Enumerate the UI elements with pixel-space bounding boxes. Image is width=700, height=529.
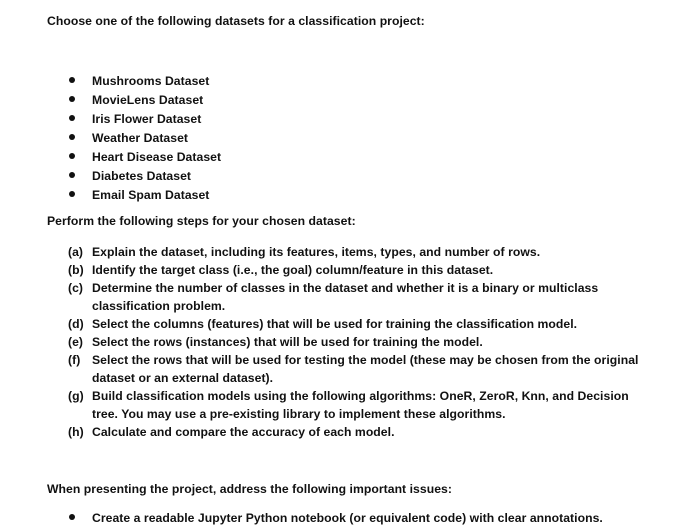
list-item bbox=[0, 333, 700, 351]
bullet-icon bbox=[69, 172, 75, 178]
list-item bbox=[0, 243, 700, 261]
step-marker: (f) bbox=[68, 353, 81, 367]
bullet-icon bbox=[69, 115, 75, 121]
step-marker: (e) bbox=[68, 335, 84, 349]
list-item bbox=[0, 73, 700, 92]
bullet-icon bbox=[69, 153, 75, 159]
step-text: Select the rows that will be used for testing the model (these may be chosen from the original dataset or an external dataset). bbox=[92, 353, 639, 385]
list-item bbox=[0, 423, 700, 441]
step-marker: (d) bbox=[68, 317, 84, 331]
step-marker: (h) bbox=[68, 425, 84, 439]
bullet-icon bbox=[69, 96, 75, 102]
step-marker: (g) bbox=[68, 389, 84, 403]
list-item bbox=[0, 279, 700, 315]
dataset-label: Email Spam Dataset bbox=[92, 188, 210, 202]
list-item bbox=[0, 149, 700, 168]
dataset-label: MovieLens Dataset bbox=[92, 93, 204, 107]
step-marker: (c) bbox=[68, 281, 84, 295]
dataset-list bbox=[0, 73, 700, 206]
dataset-label: Iris Flower Dataset bbox=[92, 112, 202, 126]
issue-label: Create a readable Jupyter Python notebook (or equivalent code) with clear annotations. bbox=[92, 511, 603, 525]
dataset-label: Weather Dataset bbox=[92, 131, 189, 145]
bullet-icon bbox=[69, 77, 75, 83]
step-text: Select the columns (features) that will be used for training the classification model. bbox=[92, 317, 578, 331]
bullet-icon bbox=[69, 134, 75, 140]
list-item bbox=[0, 387, 700, 423]
dataset-label: Mushrooms Dataset bbox=[92, 74, 210, 88]
list-item bbox=[0, 510, 700, 529]
step-marker: (a) bbox=[68, 245, 84, 259]
step-text: Identify the target class (i.e., the goal) column/feature in this dataset. bbox=[92, 263, 494, 277]
list-item bbox=[0, 187, 700, 206]
bullet-icon bbox=[69, 191, 75, 197]
list-item bbox=[0, 130, 700, 149]
issues-list bbox=[0, 510, 700, 529]
step-text: Explain the dataset, including its features, items, types, and number of rows. bbox=[92, 245, 541, 259]
step-text: Determine the number of classes in the dataset and whether it is a binary or multiclass classification problem. bbox=[92, 281, 599, 313]
issues-heading: When presenting the project, address the following important issues: bbox=[47, 482, 452, 496]
dataset-label: Heart Disease Dataset bbox=[92, 150, 222, 164]
step-marker: (b) bbox=[68, 263, 84, 277]
bullet-icon bbox=[69, 514, 75, 520]
steps-list bbox=[0, 243, 700, 441]
list-item bbox=[0, 261, 700, 279]
list-item bbox=[0, 168, 700, 187]
list-item bbox=[0, 315, 700, 333]
steps-heading: Perform the following steps for your chosen dataset: bbox=[47, 214, 356, 228]
step-text: Calculate and compare the accuracy of each model. bbox=[92, 425, 395, 439]
list-item bbox=[0, 111, 700, 130]
list-item bbox=[0, 351, 700, 387]
page-title: Choose one of the following datasets for a classification project: bbox=[47, 14, 425, 28]
list-item bbox=[0, 92, 700, 111]
step-text: Build classification models using the following algorithms: OneR, ZeroR, Knn, and Decision tree. You may use a pre-existing library to implement these algorithms. bbox=[92, 389, 629, 421]
dataset-label: Diabetes Dataset bbox=[92, 169, 192, 183]
step-text: Select the rows (instances) that will be used for training the model. bbox=[92, 335, 483, 349]
